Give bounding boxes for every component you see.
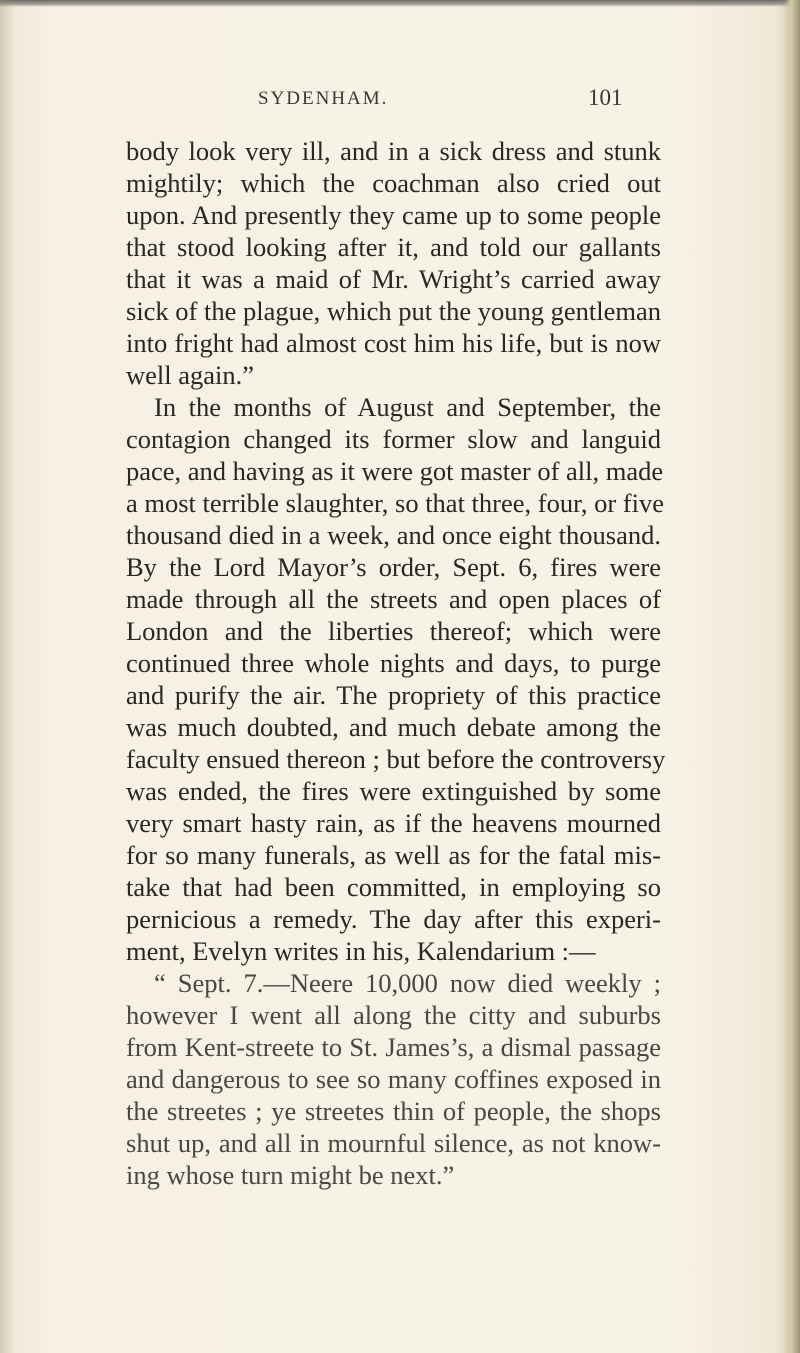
quote-line: ing whose turn might be next.” (126, 1160, 455, 1190)
text-line: upon. And presently they came up to some people (126, 200, 661, 230)
text-line: and purify the air. The propriety of this practice (126, 680, 661, 710)
text-line: pace, and having as it were got master of all, made (126, 456, 664, 486)
text-line: ment, Evelyn writes in his, Kalendarium :— (126, 936, 596, 966)
page-number: 101 (588, 85, 623, 110)
text-line: a most terrible slaughter, so that three, four, or five (126, 488, 665, 518)
text-line: was ended, the fires were extinguished by some (126, 776, 661, 806)
scan-top-edge (0, 0, 800, 7)
page-edge (784, 0, 800, 1353)
text-line: well again.” (126, 360, 255, 390)
text-line: faculty ensued thereon ; but before the controversy (126, 744, 666, 774)
text-line: In the months of August and September, the (154, 392, 661, 422)
text-line: pernicious a remedy. The day after this experi- (126, 904, 661, 934)
quote-line: the streetes ; ye streetes thin of people, the shops (126, 1096, 661, 1126)
text-line: take that had been committed, in employing so (126, 872, 661, 902)
binding-shadow (0, 0, 14, 1353)
quote-line: shut up, and all in mournful silence, as not know- (126, 1128, 661, 1158)
text-line: very smart hasty rain, as if the heavens mourned (126, 808, 661, 838)
text-line: mightily; which the coachman also cried out (126, 168, 661, 198)
quote-line: from Kent-streete to St. James’s, a dismal passage (126, 1032, 661, 1062)
text-line: made through all the streets and open places of (126, 584, 661, 614)
text-line: continued three whole nights and days, to purge (126, 648, 661, 678)
text-line: body look very ill, and in a sick dress and stunk (126, 136, 661, 166)
text-line: By the Lord Mayor’s order, Sept. 6, fires were (126, 552, 661, 582)
text-line: sick of the plague, which put the young gentleman (126, 296, 662, 326)
text-line: into fright had almost cost him his life, but is now (126, 328, 661, 358)
running-title: SYDENHAM. (258, 88, 389, 109)
body-text (126, 135, 666, 1191)
quote-line: “ Sept. 7.—Neere 10,000 now died weekly ; (154, 968, 661, 998)
running-head (258, 85, 658, 110)
text-line: thousand died in a week, and once eight thousand. (126, 520, 661, 550)
text-line: was much doubted, and much debate among the (126, 712, 661, 742)
text-line: London and the liberties thereof; which were (126, 616, 661, 646)
text-line: for so many funerals, as well as for the fatal mis- (126, 840, 661, 870)
quote-line: however I went all along the citty and suburbs (126, 1000, 661, 1030)
text-line: that stood looking after it, and told our gallants (126, 232, 661, 262)
quote-line: and dangerous to see so many coffines exposed in (126, 1064, 661, 1094)
text-line: contagion changed its former slow and languid (126, 424, 661, 454)
text-line: that it was a maid of Mr. Wright’s carried away (126, 264, 661, 294)
